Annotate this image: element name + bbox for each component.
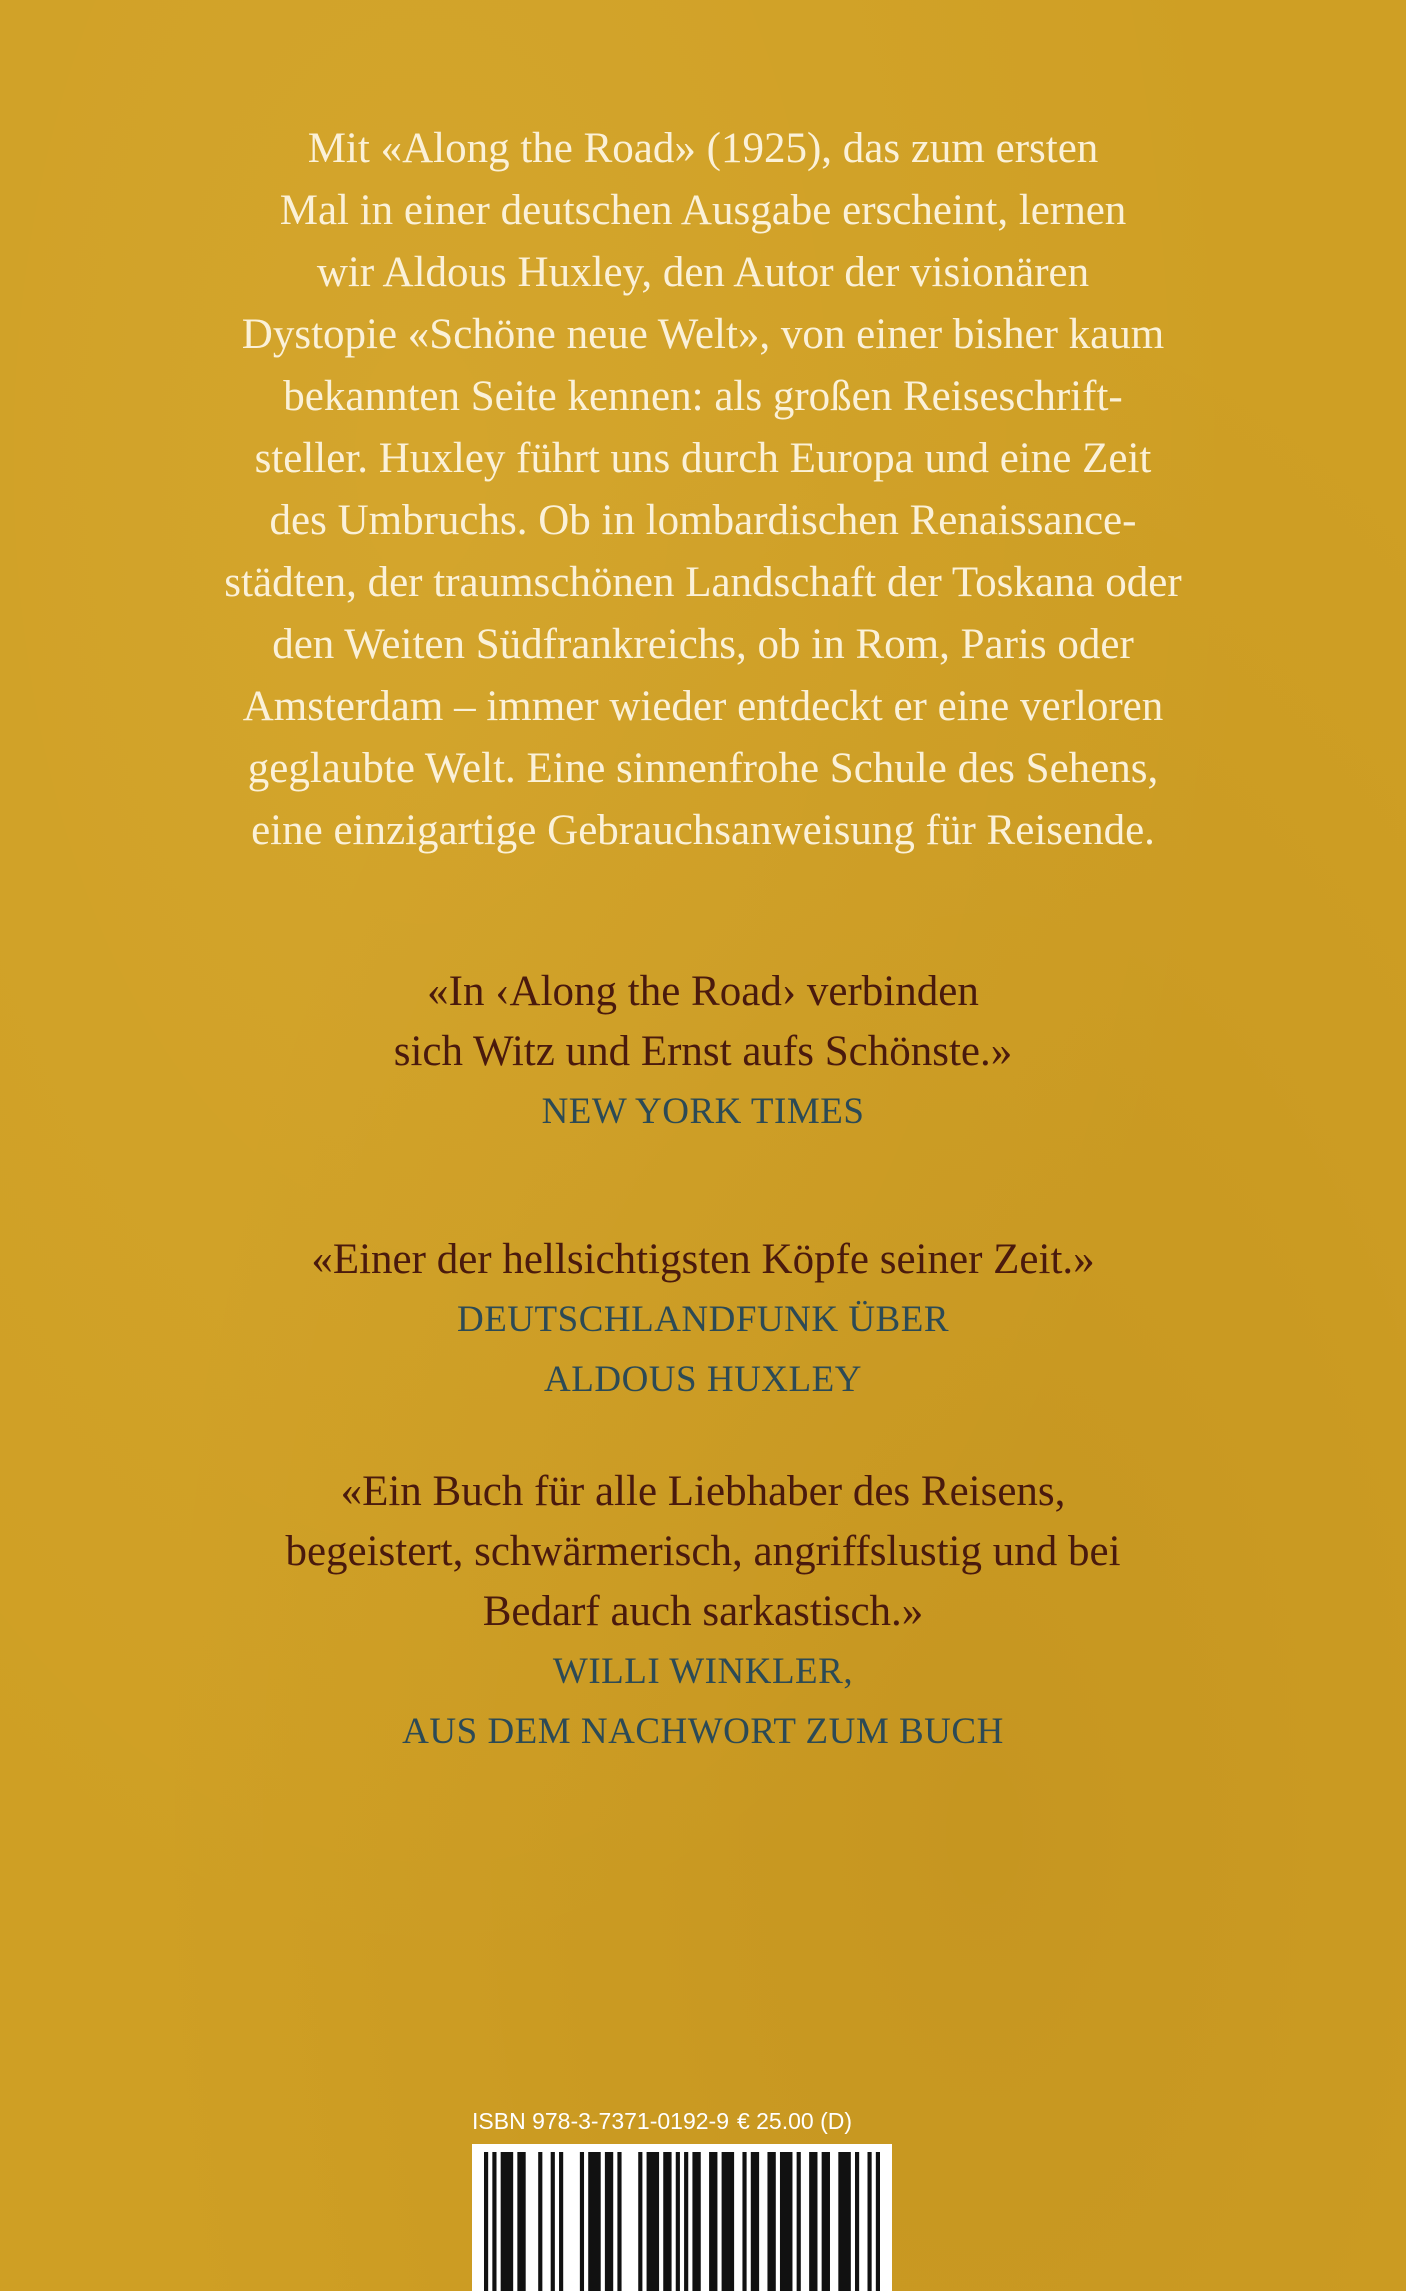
barcode-bar	[676, 2152, 680, 2291]
source-line: ALDOUS HUXLEY	[544, 1359, 862, 1400]
blurb-line: steller. Huxley führt uns durch Europa und eine Zeit	[254, 435, 1152, 482]
isbn-price-line	[472, 2104, 892, 2140]
barcode-bar	[501, 2152, 514, 2291]
blurb-line: Dystopie «Schöne neue Welt», von einer bisher kaum	[241, 311, 1165, 358]
barcode-bar	[742, 2152, 746, 2291]
quote-line: «In ‹Along the Road› verbinden	[427, 968, 979, 1015]
barcode-bar	[751, 2152, 759, 2291]
barcode-bar	[684, 2152, 688, 2291]
quote-text	[80, 962, 1326, 1082]
barcode-bar	[647, 2152, 660, 2291]
blurb-line: geglaubte Welt. Eine sinnenfrohe Schule des Sehens,	[247, 745, 1159, 792]
barcode-bar	[855, 2152, 859, 2291]
blurb-line: Amsterdam – immer wieder entdeckt er eine verloren	[242, 683, 1164, 730]
blurb-text	[80, 118, 1326, 862]
quote-source	[80, 1642, 1326, 1762]
barcode-bar	[517, 2152, 525, 2291]
barcode-bar	[588, 2152, 601, 2291]
barcode-bar	[867, 2152, 871, 2291]
source-line: NEW YORK TIMES	[541, 1091, 865, 1132]
barcode-bar	[722, 2152, 735, 2291]
barcode-bar	[551, 2152, 555, 2291]
barcode-bar	[559, 2152, 563, 2291]
quote-source	[80, 1082, 1326, 1142]
blurb-line: wir Aldous Huxley, den Autor der visionären	[316, 249, 1090, 296]
barcode-bar	[876, 2152, 880, 2291]
review-quote-winkler	[80, 1462, 1326, 1762]
source-line: DEUTSCHLANDFUNK ÜBER	[456, 1299, 950, 1340]
blurb-line: den Weiten Südfrankreichs, ob in Rom, Paris oder	[272, 621, 1134, 668]
blurb-line: bekannten Seite kennen: als großen Reiseschrift-	[283, 373, 1123, 420]
quote-source	[80, 1290, 1326, 1410]
blurb-line: eine einzigartige Gebrauchsanweisung für Reisende.	[251, 807, 1155, 854]
review-quote-nyt	[80, 962, 1326, 1142]
quote-line: «Ein Buch für alle Liebhaber des Reisens,	[340, 1468, 1066, 1515]
quote-line: Bedarf auch sarkastisch.»	[482, 1588, 924, 1635]
review-quote-deutschlandfunk	[80, 1230, 1326, 1410]
barcode-bar	[780, 2152, 793, 2291]
barcode-bar	[605, 2152, 613, 2291]
barcode-bar	[809, 2152, 817, 2291]
quote-line: begeistert, schwärmerisch, angriffslustig und bei	[285, 1528, 1121, 1575]
blurb-line: Mit «Along the Road» (1925), das zum ersten	[307, 125, 1099, 172]
blurb-line: städten, der traumschönen Landschaft der Toskana oder	[224, 559, 1182, 606]
quote-line: sich Witz und Ernst aufs Schönste.»	[393, 1028, 1013, 1075]
source-line: WILLI WINKLER,	[552, 1651, 854, 1692]
barcode-bar	[838, 2152, 851, 2291]
barcode-bar	[538, 2152, 542, 2291]
barcode-bar	[822, 2152, 830, 2291]
quote-line: «Einer der hellsichtigsten Köpfe seiner Zeit.»	[311, 1236, 1095, 1283]
isbn-number: ISBN 978-3-7371-0192-9	[472, 2108, 729, 2134]
quote-text	[80, 1230, 1326, 1290]
blurb-line: des Umbruchs. Ob in lombardischen Renaissance-	[269, 497, 1137, 544]
price-label: € 25.00 (D)	[736, 2108, 852, 2134]
barcode-bar	[484, 2152, 488, 2291]
barcode-bar	[617, 2152, 621, 2291]
barcode-bar	[797, 2152, 801, 2291]
barcode-bar	[638, 2152, 642, 2291]
barcode-bar	[709, 2152, 717, 2291]
barcode-bar	[580, 2152, 584, 2291]
source-line: AUS DEM NACHWORT ZUM BUCH	[402, 1711, 1004, 1752]
barcode-bar	[767, 2152, 775, 2291]
barcode-image	[484, 2152, 880, 2291]
barcode-bar	[492, 2152, 496, 2291]
barcode-bar	[663, 2152, 671, 2291]
blurb-line: Mal in einer deutschen Ausgabe erscheint, lernen	[279, 187, 1127, 234]
barcode-block	[472, 2104, 892, 2291]
quote-text	[80, 1462, 1326, 1642]
barcode-bar	[692, 2152, 700, 2291]
